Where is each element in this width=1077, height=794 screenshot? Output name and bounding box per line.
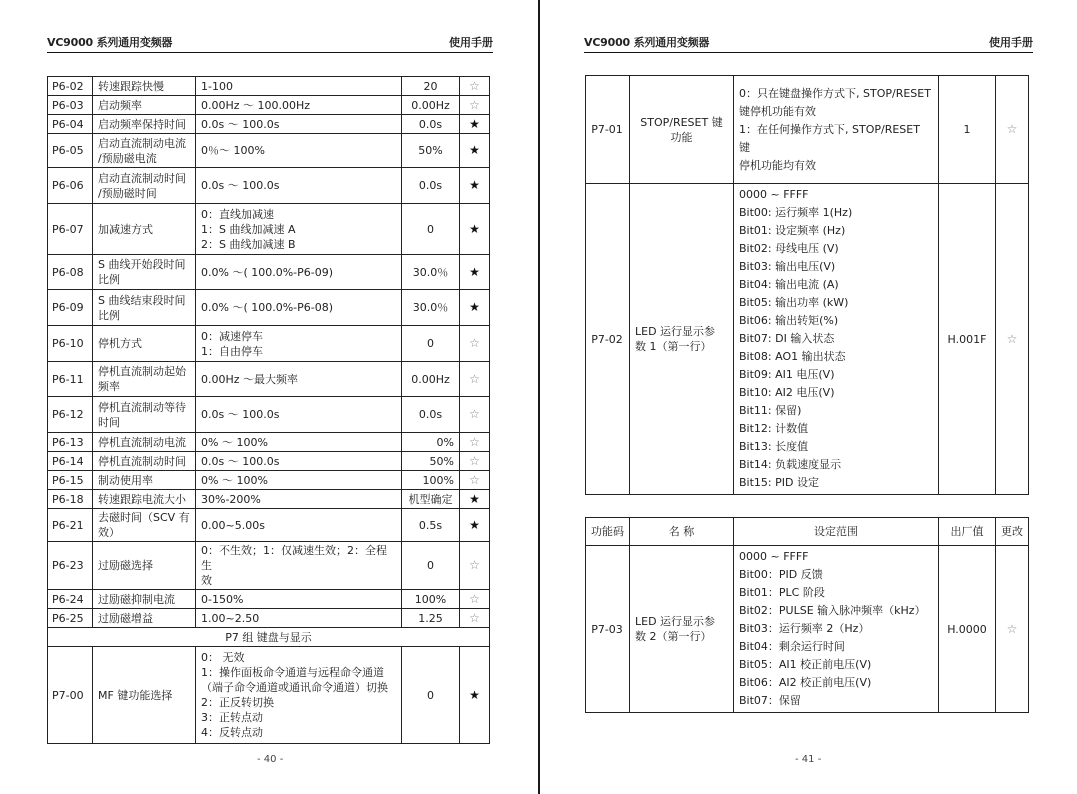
default-value-cell: 0: [402, 647, 460, 744]
parameter-name-cell-line: 启动频率保持时间: [98, 117, 186, 131]
table-row: [48, 490, 490, 509]
filled-star-icon: ★: [469, 116, 480, 131]
setting-range-cell: [196, 362, 402, 397]
setting-range-cell-line: 0.0s ～ 100.0s: [201, 408, 280, 421]
document-title: VC9000 系列通用变频器: [47, 36, 173, 49]
function-code-cell: P6-15: [48, 471, 93, 490]
default-value-cell: 30.0％: [402, 255, 460, 290]
change-attribute-cell: [460, 134, 490, 168]
setting-range-cell-line: Bit10: AI2 电压(V): [739, 386, 835, 399]
parameter-name-cell: [93, 542, 196, 590]
parameter-name-cell: [93, 134, 196, 168]
parameter-name-cell-line: 去磁时间（SCV 有: [98, 511, 190, 524]
setting-range-cell-line: Bit00: 运行频率 1(Hz): [739, 206, 853, 219]
setting-range-cell: [196, 290, 402, 326]
setting-range-cell-line: Bit07: DI 输入状态: [739, 332, 835, 345]
setting-range-cell: [196, 471, 402, 490]
setting-range-cell-line: Bit05：AI1 校正前电压(V): [739, 658, 872, 671]
default-value-cell: 1: [939, 76, 996, 184]
page-header: [47, 35, 493, 53]
setting-range-cell-line: 3：正转点动: [201, 711, 263, 724]
setting-range-cell-line: 1-100: [201, 79, 233, 93]
parameter-name-cell-line: 启动频率: [98, 98, 142, 112]
change-attribute-cell: [460, 647, 490, 744]
change-attribute-cell: [460, 255, 490, 290]
parameter-name-cell-line: S 曲线结束段时间: [98, 293, 186, 307]
setting-range-cell-line: 0：只在键盘操作方式下, STOP/RESET: [739, 86, 931, 100]
setting-range-cell-line: 0.0s ～ 100.0s: [201, 117, 280, 131]
function-code-cell: P6-23: [48, 542, 93, 590]
change-attribute-cell: [996, 546, 1029, 713]
default-value-cell: H.0000: [939, 546, 996, 713]
change-attribute-cell: [460, 77, 490, 96]
change-attribute-cell: [460, 452, 490, 471]
function-code-cell: P6-08: [48, 255, 93, 290]
table-row: [48, 96, 490, 115]
parameter-name-cell: [93, 647, 196, 744]
page-header: [584, 35, 1033, 53]
table-row: [586, 76, 1029, 184]
function-code-cell: P6-18: [48, 490, 93, 509]
change-attribute-cell: [460, 362, 490, 397]
group-title-row: [48, 628, 490, 647]
setting-range-cell-line: 0.0s ～ 100.0s: [201, 454, 280, 468]
parameter-name-cell: [93, 509, 196, 542]
parameter-name-cell-line: MF 键功能选择: [98, 688, 173, 702]
default-value-cell: 30.0％: [402, 290, 460, 326]
setting-range-cell: [734, 184, 939, 495]
setting-range-cell-line: 0.00Hz ～ 100.00Hz: [201, 98, 311, 112]
table-row: [48, 168, 490, 204]
hollow-star-icon: ☆: [469, 434, 480, 449]
function-code-cell: P6-06: [48, 168, 93, 204]
default-value-cell: 0.0s: [402, 168, 460, 204]
table-row: [48, 590, 490, 609]
setting-range-cell: [196, 115, 402, 134]
parameter-name-cell-line: S 曲线开始段时间: [98, 258, 186, 271]
change-attribute-cell: [460, 433, 490, 452]
table-row: [48, 77, 490, 96]
function-code-cell: P6-04: [48, 115, 93, 134]
setting-range-cell: [196, 397, 402, 433]
hollow-star-icon: ☆: [469, 97, 480, 112]
parameter-table-p7-with-header: [585, 517, 1029, 713]
default-value-cell: 100%: [402, 590, 460, 609]
filled-star-icon: ★: [469, 300, 480, 314]
table-row: [48, 134, 490, 168]
parameter-name-cell-line: 转速跟踪电流大小: [98, 492, 186, 506]
parameter-name-cell: [93, 452, 196, 471]
setting-range-cell: [196, 452, 402, 471]
table-row: [48, 509, 490, 542]
hollow-star-icon: ☆: [469, 472, 480, 487]
parameter-name-cell: [93, 255, 196, 290]
parameter-name-cell-line: LED 运行显示参: [635, 615, 716, 628]
manual-label: 使用手册: [449, 36, 493, 49]
default-value-cell: 0.00Hz: [402, 96, 460, 115]
function-code-cell: P6-03: [48, 96, 93, 115]
default-value-cell: 20: [402, 77, 460, 96]
table-row: [586, 546, 1029, 713]
table-row: [48, 362, 490, 397]
parameter-name-cell-line: STOP/RESET 键: [640, 115, 723, 129]
setting-range-cell-line: Bit12: 计数值: [739, 422, 809, 435]
function-code-cell: P7-02: [586, 184, 630, 495]
setting-range-cell-line: Bit01: 设定频率 (Hz): [739, 224, 846, 237]
setting-range-cell-line: Bit07：保留: [739, 694, 801, 707]
setting-range-cell-line: Bit11: 保留): [739, 404, 802, 417]
setting-range-cell: [196, 168, 402, 204]
change-attribute-cell: [460, 397, 490, 433]
default-value-cell: 0: [402, 542, 460, 590]
hollow-star-icon: ☆: [1006, 122, 1018, 136]
setting-range-cell: [734, 546, 939, 713]
change-attribute-cell: [460, 609, 490, 628]
filled-star-icon: ★: [469, 143, 480, 157]
table-row: [48, 609, 490, 628]
setting-range-cell: [196, 204, 402, 255]
table-row: [48, 647, 490, 744]
setting-range-cell: [196, 647, 402, 744]
setting-range-cell-line: Bit06: 输出转矩(%): [739, 314, 839, 327]
setting-range-cell-line: Bit09: AI1 电压(V): [739, 368, 835, 381]
hollow-star-icon: ☆: [469, 371, 480, 386]
setting-range-cell-line: 0.00Hz ～最大频率: [201, 372, 299, 386]
setting-range-cell-line: 0% ～ 100%: [201, 435, 268, 449]
table-row: [48, 255, 490, 290]
default-value-cell: 0: [402, 326, 460, 362]
parameter-name-cell: [93, 204, 196, 255]
table-row: [48, 397, 490, 433]
setting-range-cell-line: 键停机功能有效: [739, 104, 816, 118]
change-attribute-cell: [460, 490, 490, 509]
parameter-name-cell-line: 比例: [98, 273, 120, 286]
table-row: [48, 542, 490, 590]
change-attribute-cell: [460, 96, 490, 115]
filled-star-icon: ★: [469, 221, 480, 236]
setting-range-cell-line: Bit14: 负载速度显示: [739, 458, 842, 471]
function-code-cell: P6-10: [48, 326, 93, 362]
setting-range-cell-line: 0000 ~ FFFF: [739, 550, 809, 563]
default-value-cell: 50%: [402, 452, 460, 471]
parameter-table-p7-continued: [585, 75, 1029, 495]
setting-range-cell-line: Bit00：PID 反馈: [739, 568, 823, 581]
parameter-name-cell-line: 加减速方式: [98, 222, 153, 236]
setting-range-cell-line: Bit03：运行频率 2（Hz）: [739, 622, 870, 635]
setting-range-cell-line: 1：S 曲线加减速 A: [201, 222, 296, 236]
parameter-name-cell: [93, 326, 196, 362]
setting-range-cell-line: 1：自由停车: [201, 344, 263, 358]
setting-range-cell-line: Bit04: 输出电流 (A): [739, 278, 839, 291]
setting-range-cell-line: Bit03: 输出电压(V): [739, 260, 836, 273]
parameter-name-cell: [93, 609, 196, 628]
parameter-name-cell: [93, 115, 196, 134]
hollow-star-icon: ☆: [469, 336, 480, 350]
parameter-name-cell: [93, 397, 196, 433]
setting-range-cell-line: 停机功能均有效: [739, 158, 816, 172]
page-40: [0, 0, 538, 794]
change-attribute-cell: [460, 326, 490, 362]
setting-range-cell-line: 30%-200%: [201, 492, 261, 506]
change-attribute-cell: [460, 590, 490, 609]
change-attribute-cell: [460, 168, 490, 204]
setting-range-cell: [196, 96, 402, 115]
setting-range-cell: [196, 326, 402, 362]
default-value-cell: 0.0s: [402, 115, 460, 134]
parameter-name-cell: [630, 76, 734, 184]
parameter-name-cell-line: 转速跟踪快慢: [98, 79, 164, 93]
hollow-star-icon: ☆: [469, 453, 480, 468]
parameter-table-p6: [47, 76, 490, 744]
hollow-star-icon: ☆: [1006, 621, 1018, 636]
parameter-name-cell-line: 停机直流制动电流: [98, 435, 186, 449]
setting-range-cell-line: 1：在任何操作方式下, STOP/RESET 键: [739, 122, 920, 154]
parameter-name-cell-line: /预励磁电流: [98, 151, 157, 165]
table-row: [48, 326, 490, 362]
page-number: - 40 -: [257, 754, 284, 765]
setting-range-cell-line: 2：正反转切换: [201, 696, 274, 709]
parameter-name-cell-line: 启动直流制动电流: [98, 136, 186, 150]
filled-star-icon: ★: [469, 491, 480, 506]
function-code-cell: P6-14: [48, 452, 93, 471]
setting-range-cell: [196, 433, 402, 452]
table-row: [48, 290, 490, 326]
column-header: 名 称: [630, 518, 734, 546]
parameter-name-cell: [93, 362, 196, 397]
default-value-cell: 0.00Hz: [402, 362, 460, 397]
function-code-cell: P6-02: [48, 77, 93, 96]
setting-range-cell-line: 1.00~2.50: [201, 611, 260, 625]
setting-range-cell-line: Bit15: PID 设定: [739, 476, 819, 489]
setting-range-cell: [196, 490, 402, 509]
table-row: [48, 471, 490, 490]
default-value-cell: H.001F: [939, 184, 996, 495]
parameter-name-cell-line: 功能: [670, 130, 693, 144]
change-attribute-cell: [460, 290, 490, 326]
parameter-name-cell-line: 停机直流制动起始: [98, 365, 186, 378]
filled-star-icon: ★: [469, 517, 480, 532]
parameter-name-cell-line: 数 1（第一行）: [635, 340, 712, 353]
parameter-name-cell-line: 过励磁抑制电流: [98, 592, 175, 606]
table-header-row: [586, 518, 1029, 546]
setting-range-cell-line: 0： 无效: [201, 651, 245, 664]
function-code-cell: P6-13: [48, 433, 93, 452]
setting-range-cell: [196, 134, 402, 168]
change-attribute-cell: [996, 184, 1029, 495]
column-header: 出厂值: [939, 518, 996, 546]
table-row: [48, 452, 490, 471]
hollow-star-icon: ☆: [469, 78, 480, 93]
setting-range-cell-line: 0000 ~ FFFF: [739, 188, 809, 201]
column-header: 功能码: [586, 518, 630, 546]
setting-range-cell-line: 0.0% ～( 100.0%-P6-08): [201, 301, 334, 314]
parameter-name-cell: [93, 490, 196, 509]
change-attribute-cell: [460, 204, 490, 255]
setting-range-cell-line: Bit02: 母线电压 (V): [739, 242, 839, 255]
parameter-name-cell-line: 频率: [98, 380, 120, 393]
parameter-name-cell: [93, 96, 196, 115]
parameter-name-cell-line: 过励磁选择: [98, 559, 153, 572]
setting-range-cell-line: 效: [201, 574, 212, 587]
default-value-cell: 50%: [402, 134, 460, 168]
function-code-cell: P6-21: [48, 509, 93, 542]
filled-star-icon: ★: [469, 178, 480, 192]
setting-range-cell-line: 0.0s ～ 100.0s: [201, 179, 280, 192]
column-header: 更改: [996, 518, 1029, 546]
parameter-name-cell: [93, 77, 196, 96]
setting-range-cell-line: Bit04：剩余运行时间: [739, 640, 845, 653]
default-value-cell: 0.0s: [402, 397, 460, 433]
parameter-name-cell-line: 启动直流制动时间: [98, 171, 186, 185]
setting-range-cell-line: 0% ～ 100%: [201, 473, 268, 487]
table-row: [48, 204, 490, 255]
page-number: - 41 -: [795, 754, 822, 765]
column-header: 设定范围: [734, 518, 939, 546]
default-value-cell: 100%: [402, 471, 460, 490]
parameter-name-cell-line: /预励磁时间: [98, 186, 157, 200]
setting-range-cell-line: 2：S 曲线加减速 B: [201, 237, 296, 251]
parameter-name-cell: [93, 590, 196, 609]
parameter-name-cell-line: 停机方式: [98, 337, 142, 350]
setting-range-cell: [196, 255, 402, 290]
parameter-name-cell-line: 时间: [98, 415, 120, 429]
setting-range-cell-line: Bit08: AO1 输出状态: [739, 350, 846, 363]
hollow-star-icon: ☆: [469, 407, 480, 421]
setting-range-cell-line: Bit01：PLC 阶段: [739, 586, 825, 599]
change-attribute-cell: [460, 115, 490, 134]
setting-range-cell-line: 0：直线加减速: [201, 207, 274, 221]
default-value-cell: 1.25: [402, 609, 460, 628]
manual-label: 使用手册: [989, 36, 1033, 49]
function-code-cell: P6-11: [48, 362, 93, 397]
filled-star-icon: ★: [469, 687, 480, 702]
function-code-cell: P6-24: [48, 590, 93, 609]
setting-range-cell-line: Bit02：PULSE 输入脉冲频率（kHz）: [739, 604, 926, 617]
parameter-name-cell-line: 比例: [98, 308, 120, 322]
setting-range-cell-line: 0％～ 100%: [201, 144, 265, 157]
change-attribute-cell: [460, 542, 490, 590]
filled-star-icon: ★: [469, 264, 480, 279]
parameter-name-cell: [630, 546, 734, 713]
setting-range-cell-line: Bit05: 输出功率 (kW): [739, 296, 849, 309]
function-code-cell: P6-05: [48, 134, 93, 168]
setting-range-cell: [196, 542, 402, 590]
default-value-cell: 机型确定: [402, 490, 460, 509]
setting-range-cell: [734, 76, 939, 184]
function-code-cell: P6-25: [48, 609, 93, 628]
setting-range-cell-line: 0：不生效；1：仅减速生效；2：全程生: [201, 544, 387, 572]
change-attribute-cell: [460, 471, 490, 490]
parameter-name-cell-line: LED 运行显示参: [635, 325, 716, 338]
parameter-name-cell-line: 效）: [98, 526, 120, 539]
function-code-cell: P7-01: [586, 76, 630, 184]
setting-range-cell: [196, 590, 402, 609]
document-title: VC9000 系列通用变频器: [584, 36, 710, 49]
parameter-name-cell-line: 过励磁增益: [98, 611, 153, 625]
setting-range-cell: [196, 609, 402, 628]
setting-range-cell-line: 0-150%: [201, 592, 244, 606]
parameter-name-cell-line: 停机直流制动等待: [98, 400, 186, 414]
function-code-cell: P6-09: [48, 290, 93, 326]
change-attribute-cell: [996, 76, 1029, 184]
parameter-name-cell: [93, 168, 196, 204]
parameter-name-cell-line: 停机直流制动时间: [98, 454, 186, 468]
default-value-cell: 0.5s: [402, 509, 460, 542]
setting-range-cell-line: 0.0% ～( 100.0%-P6-09): [201, 265, 334, 279]
parameter-name-cell-line: 制动使用率: [98, 473, 153, 487]
setting-range-cell-line: （端子命令通道或通讯命令通道）切换: [201, 681, 388, 694]
setting-range-cell: [196, 509, 402, 542]
hollow-star-icon: ☆: [1006, 331, 1018, 346]
function-code-cell: P6-07: [48, 204, 93, 255]
setting-range-cell-line: 1：操作面板命令通道与远程命令通道: [201, 666, 384, 679]
function-code-cell: P6-12: [48, 397, 93, 433]
hollow-star-icon: ☆: [469, 591, 480, 606]
table-row: [48, 115, 490, 134]
parameter-name-cell: [93, 471, 196, 490]
table-row: [586, 184, 1029, 495]
default-value-cell: 0: [402, 204, 460, 255]
parameter-name-cell: [630, 184, 734, 495]
setting-range-cell-line: 0：减速停车: [201, 329, 263, 343]
group-title: P7 组 键盘与显示: [48, 628, 490, 647]
hollow-star-icon: ☆: [469, 558, 480, 572]
setting-range-cell-line: 0.00~5.00s: [201, 518, 265, 532]
parameter-name-cell: [93, 433, 196, 452]
page-41: [540, 0, 1077, 794]
table-row: [48, 433, 490, 452]
hollow-star-icon: ☆: [469, 610, 480, 625]
parameter-name-cell-line: 数 2（第一行）: [635, 630, 712, 643]
default-value-cell: 0%: [402, 433, 460, 452]
function-code-cell: P7-00: [48, 647, 93, 744]
setting-range-cell-line: 4：反转点动: [201, 726, 263, 739]
change-attribute-cell: [460, 509, 490, 542]
setting-range-cell-line: Bit13: 长度值: [739, 440, 809, 453]
setting-range-cell: [196, 77, 402, 96]
parameter-name-cell: [93, 290, 196, 326]
function-code-cell: P7-03: [586, 546, 630, 713]
setting-range-cell-line: Bit06：AI2 校正前电压(V): [739, 676, 872, 689]
